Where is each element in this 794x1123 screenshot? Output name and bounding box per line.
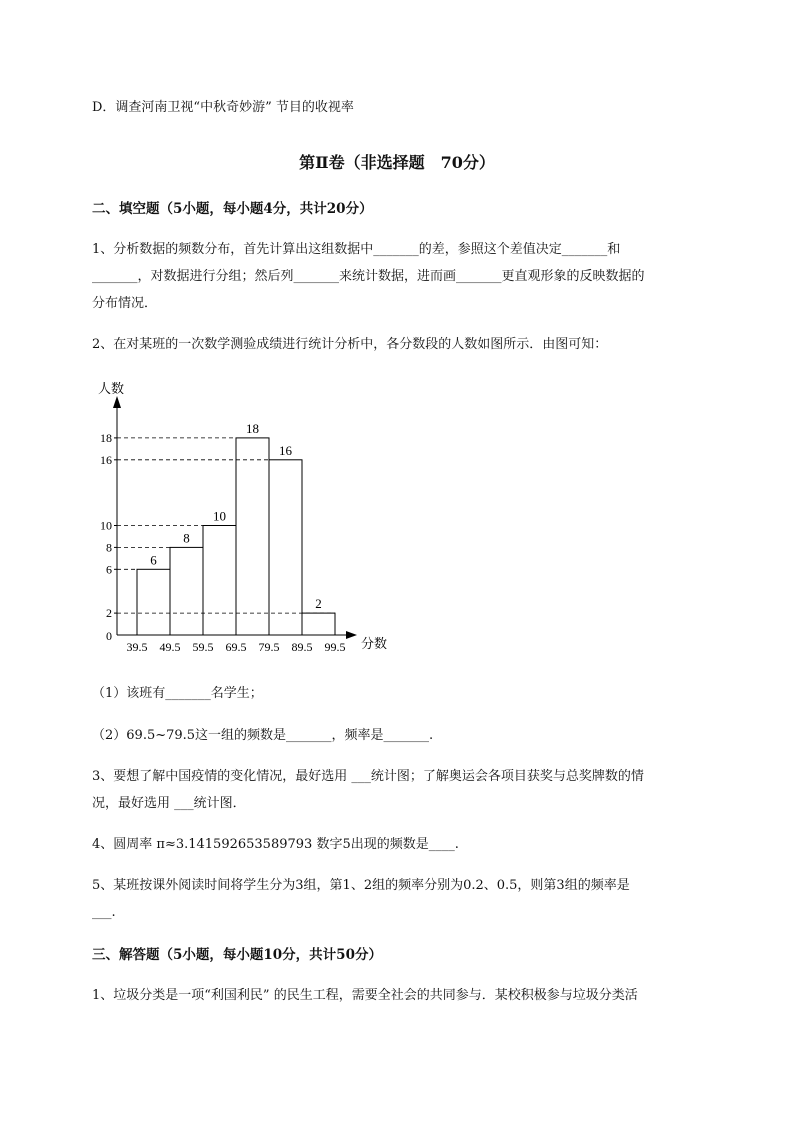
question-3-line-2: 况，最好选用 ___统计图． xyxy=(92,796,246,811)
histogram-bar xyxy=(203,526,236,636)
x-axis-title: 分数 xyxy=(361,636,388,651)
y-tick-label: 6 xyxy=(106,562,112,577)
histogram-bar xyxy=(236,438,269,635)
x-tick-label: 39.5 xyxy=(126,640,148,654)
histogram-bar xyxy=(269,460,302,635)
option-d: D．调查河南卫视“中秋奇妙游” 节目的收视率 xyxy=(92,100,354,115)
histogram-bar xyxy=(170,547,203,635)
y-tick-label: 0 xyxy=(106,629,112,643)
y-axis-arrow xyxy=(113,396,121,408)
chart-bars xyxy=(137,438,335,635)
question-4: 4、圆周率 π≈3.141592653589793 数字5出现的频数是____. xyxy=(92,837,459,852)
question-1-line-3: 分布情况． xyxy=(92,296,158,311)
x-tick-label: 89.5 xyxy=(291,640,313,654)
question-3-line-1: 3、要想了解中国疫情的变化情况，最好选用 ___统计图；了解奥运会各项目获奖与总奖牌数的情 xyxy=(92,769,644,784)
x-tick-label: 59.5 xyxy=(192,640,214,654)
histogram-bar xyxy=(137,569,170,635)
x-tick-label: 79.5 xyxy=(258,640,280,654)
section-answer: 三、解答题（5小题，每小题10分，共计50分） xyxy=(92,947,382,963)
y-tick-label: 2 xyxy=(106,606,112,621)
question-6-line-1: 1、垃圾分类是一项“利国利民” 的民生工程，需要全社会的共同参与．某校积极参与垃圾分类活 xyxy=(92,988,638,1003)
bar-value-label: 18 xyxy=(246,420,259,436)
x-tick-label: 49.5 xyxy=(159,640,181,654)
bar-value-label: 2 xyxy=(315,596,322,612)
histogram-chart xyxy=(80,372,500,662)
y-tick-label: 8 xyxy=(106,540,112,555)
section-fill-in: 二、填空题（5小题，每小题4分，共计20分） xyxy=(92,201,373,217)
question-5-line-1: 5、某班按课外阅读时间将学生分为3组，第1、2组的频率分别为0.2、0.5，则第3组的频率是 xyxy=(92,878,630,893)
histogram-bar xyxy=(302,613,335,635)
y-tick-label: 10 xyxy=(100,518,112,533)
x-tick-label: 99.5 xyxy=(324,640,346,654)
x-tick-label: 69.5 xyxy=(225,640,247,654)
bar-value-label: 16 xyxy=(279,442,292,458)
bar-value-label: 6 xyxy=(150,552,157,568)
question-2-part-2: （2）69.5~79.5这一组的频数是_______，频率是_______. xyxy=(92,728,434,743)
question-2: 2、在对某班的一次数学测验成绩进行统计分析中，各分数段的人数如图所示．由图可知： xyxy=(92,337,608,352)
y-tick-label: 18 xyxy=(100,430,112,445)
question-2-part-1: （1）该班有_______名学生； xyxy=(92,686,263,701)
question-5-line-2: ___. xyxy=(92,905,116,920)
bar-value-label: 8 xyxy=(183,530,190,546)
bar-value-label: 10 xyxy=(213,508,226,524)
question-1-line-2: _______，对数据进行分组；然后列_______来统计数据，进而画_______更直观形象的反映数据的 xyxy=(92,269,645,284)
part-title: 第Ⅱ卷（非选择题 70分） xyxy=(299,153,495,172)
y-tick-label: 16 xyxy=(100,452,112,467)
y-axis-title: 人数 xyxy=(98,381,125,396)
question-1-line-1: 1、分析数据的频数分布，首先计算出这组数据中_______的差，参照这个差值决定_______和 xyxy=(92,242,621,257)
x-axis-arrow xyxy=(346,631,357,639)
